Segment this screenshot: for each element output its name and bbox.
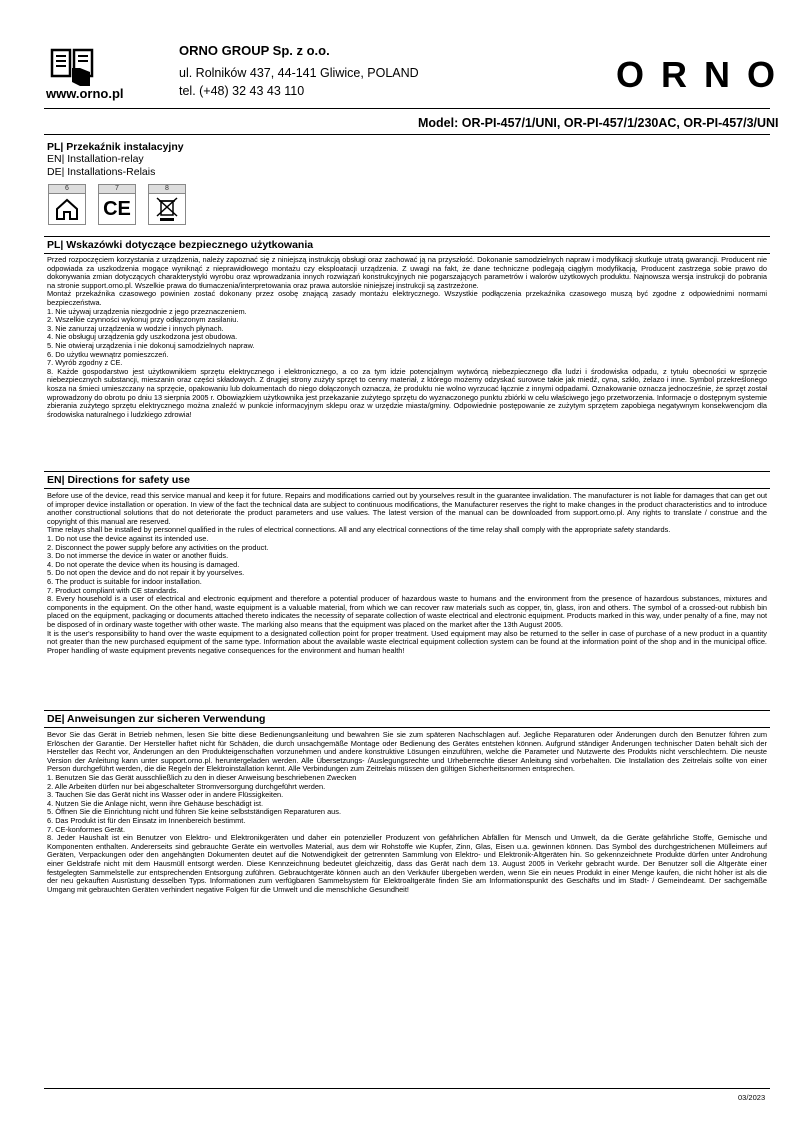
header-divider: [44, 108, 770, 109]
list-item: 1. Nie używaj urządzenia niezgodnie z jego przeznaczeniem.: [47, 306, 247, 316]
weee-bin-icon: [155, 196, 179, 222]
company-phone: tel. (+48) 32 43 43 110: [179, 84, 305, 98]
icon-cell-weee: [148, 184, 186, 225]
icon-number: 6: [48, 184, 86, 194]
list-item: 4. Nutzen Sie die Anlage nicht, wenn ihre Gehäuse beschädigt ist.: [47, 798, 264, 808]
footer-date: 03/2023: [738, 1093, 766, 1102]
company-address: ul. Rolników 437, 44-141 Gliwice, POLAND: [179, 66, 419, 80]
list-item: 7. Product compliant with CE standards.: [47, 585, 179, 595]
pl-top-divider: [44, 236, 770, 237]
paragraph: Montaż przekaźnika czasowego powinien zostać dokonany przez osobę znającą zasady montażu elektrycznego. Wszystkie podłączenia przekaźnika czasowego muszą być zgodne z odpowiednimi normami bezpieczeństwa.: [47, 289, 767, 307]
icon-number: 8: [148, 184, 186, 194]
list-item: 2. Wszelkie czynności wykonuj przy odłączonym zasilaniu.: [47, 315, 239, 325]
list-item: 2. Disconnect the power supply before any activities on the product.: [47, 542, 269, 552]
list-item: 8. Every household is a user of electrical and electronic equipment and therefore a potential producer of hazardous waste to humans and the environment from the presence of hazardous substances, mixtures and components in the equipment. On the other hand, waste equipment is a valuable material, from which we can recover raw materials such as copper, tin, glass, iron and others. The symbol of a crossed-out rubbish bin placed on the equipment, packaging or documents attached thereto indicates the necessity of separate collection of waste electrical and electronic equipment. Products marked in this way, under penalty of a fine, may not be disposed of in ordinary waste together with other waste. The marking also means that the equipment was placed on the market after the 13th August 2005.: [47, 594, 767, 629]
pl-divider: [44, 253, 770, 254]
section-body-en: [47, 492, 767, 655]
de-divider: [44, 727, 770, 728]
company-name: ORNO GROUP Sp. z o.o.: [179, 43, 330, 58]
icon-number: 7: [98, 184, 136, 194]
section-heading-pl: PL| Wskazówki dotyczące bezpiecznego użytkowania: [47, 239, 314, 251]
section-heading-de: DE| Anweisungen zur sicheren Verwendung: [47, 713, 266, 725]
list-item: 5. Nie otwieraj urządzenia i nie dokonuj samodzielnych napraw.: [47, 340, 255, 350]
de-top-divider: [44, 710, 770, 711]
list-item: 8. Każde gospodarstwo jest użytkownikiem sprzętu elektrycznego i elektronicznego, a co za tym idzie potencjalnym wytwórcą niebezpiecznego dla ludzi i środowiska odpadu, z tytułu obecności w sprzęcie niebezpiecznych substancji, mieszanin oraz części składowych. Z drugiej strony zużyty sprzęt to cenny materiał, z którego możemy odzyskać surowce takie jak miedź, cyna, szkło, żelazo i inne. Symbol przekreślonego kosza na śmieci umieszczany na sprzęcie, opakowaniu lub dokumentach do niego dołączonych oznacza, że produktu nie wolno wyrzucać łącznie z innymi odpadami. Oznakowanie oznacza jednocześnie, że sprzęt został wprowadzony do obrotu po dniu 13 sierpnia 2005 r. Obowiązkiem użytkownika jest przekazanie zużytego sprzętu do wyznaczonego punktu zbiórki w celu właściwego jego przetworzenia. Informacje o dostępnym systemie zbierania zużytego sprzętu elektrycznego można znaleźć w punkcie informacyjnym sklepu oraz w urzędzie miasta/gminy. Odpowiednie postępowanie ze zużytym sprzętem zapobiega negatywnym konsekwencjom dla środowiska naturalnego i ludzkiego zdrowia!: [47, 366, 767, 419]
en-top-divider: [44, 471, 770, 472]
list-item: 1. Do not use the device against its intended use.: [47, 533, 209, 543]
list-item: 2. Alle Arbeiten dürfen nur bei abgeschalteter Stromversorgung durchgeführt werden.: [47, 781, 326, 791]
manual-book-icon: [50, 46, 94, 86]
title-en: EN| Installation-relay: [47, 153, 144, 165]
list-item: 8. Jeder Haushalt ist ein Benutzer von Elektro- und Elektronikgeräten und daher ein potenzieller Produzent von gefährlichen Abfällen für Mensch und Umwelt, da die Geräte gefährliche Stoffe, Gemische und Komponenten enthalten. Andererseits sind gebrauchte Geräte ein wertvolles Material, aus dem wir Rohstoffe wie Kupfer, Zinn, Glas, Eisen u.a. gewinnen können. Das Symbol des durchgestrichenen Mülleimers auf Geräten, Verpackungen oder den angehängten Dokumenten deutet auf die Notwendigkeit der getrennten Sammlung von Elektro- und Elektronik-Altgeräten hin. So gekennzeichnete Produkte dürfen unter Androhung einer Geldstrafe nicht mit dem Hausmüll entsorgt werden. Diese Kennzeichnung bedeutet gleichzeitig, dass das Gerät nach dem 13. August 2005 in Verkehr gebracht wurde. Der Benutzer soll die Altgeräte einer festgelegten Sammelstelle zur entsprechenden Entsorgung zuführen. Gebrauchtgeräte können auch an den Verkäufer übergeben werden, wenn Sie ein neues Produkt in einer Menge kaufen, die nicht höher ist als die der neu gekauften Ausrüstung desselben Typs. Informationen zum verfügbaren Sammelsystem für Elektroaltgeräte finden Sie am Informationspunkt des Geschäfts und im Stadt- / Gemeindeamt. Der sachgemäße Umgang mit gebrauchten Geräten verhindert negative Folgen für die Umwelt und die menschliche Gesundheit!: [47, 833, 767, 894]
paragraph: Time relays shall be installed by personnel qualified in the rules of electrical connections. All and any electrical connections of the time relay shall comply with the appropriate safety standards.: [47, 525, 671, 535]
website-link[interactable]: www.orno.pl: [46, 86, 124, 101]
list-item: 3. Tauchen Sie das Gerät nicht ins Wasser oder in andere Flüssigkeiten.: [47, 790, 284, 800]
list-item: 4. Do not operate the device when its housing is damaged.: [47, 559, 240, 569]
title-de: DE| Installations-Relais: [47, 166, 156, 178]
list-item: 6. The product is suitable for indoor installation.: [47, 576, 202, 586]
model-number: Model: OR-PI-457/1/UNI, OR-PI-457/1/230AC, OR-PI-457/3/UNI: [418, 116, 779, 130]
list-item: 7. CE-konformes Gerät.: [47, 824, 126, 834]
model-divider: [44, 134, 770, 135]
list-item: 3. Do not immerse the device in water or another fluids.: [47, 551, 229, 561]
section-body-pl: [47, 256, 767, 419]
list-item: 6. Do użytku wewnątrz pomieszczeń.: [47, 349, 169, 359]
en-divider: [44, 488, 770, 489]
list-item: 5. Öffnen Sie die Einrichtung nicht und führen Sie keine selbstständigen Reparaturen aus.: [47, 807, 342, 817]
list-item: 6. Das Produkt ist für den Einsatz im Innenbereich bestimmt.: [47, 815, 246, 825]
paragraph: Przed rozpoczęciem korzystania z urządzenia, należy zapoznać się z niniejszą instrukcją obsługi oraz zachować ją na przyszłość. Dokonanie samodzielnych napraw i modyfikacji skutkuje utratą gwarancji. Producent nie odpowiada za uszkodzenia mogące wyniknąć z nieprawidłowego montażu czy eksploatacji urządzenia. Z uwagi na fakt, że dane techniczne podlegają ciągłym modyfikacją, Producent zastrzega sobie prawo do dokonywania zmian dotyczących charakterystyki wyrobu oraz wprowadzania innych rozwiązań konstrukcyjnych nie pogarszających parametrów i walorów użytkowych produktu. Najnowsza wersja instrukcji do pobrania na stronie support.orno.pl. Wszelkie prawa do tłumaczenia/interpretowania oraz prawa autorskie niniejszej instrukcji są zastrzeżone.: [47, 255, 767, 290]
indoor-use-icon: [54, 197, 80, 221]
list-item: 1. Benutzen Sie das Gerät ausschließlich zu den in dieser Anweisung beschriebenen Zwecken: [47, 772, 357, 782]
icon-cell-ce: [98, 184, 136, 225]
section-heading-en: EN| Directions for safety use: [47, 474, 190, 486]
brand-logo: ORNO: [616, 54, 792, 95]
paragraph: Before use of the device, read this service manual and keep it for future. Repairs and modifications carried out by yourselves result in the guarantee invalidation. The manufacturer is not liable for damages that can get out of improper device installation or operation. In view of the fact the technical data are subject to continuous modifications, the Manufacturer reserves the right to make changes in the product characteristics and to introduce another constructional solutions that do not deteriorate the product parameters and use values. The latest version of the manual can be downloaded from support.orno.pl. Any rights to translate / construe and the copyright of this manual are reserved.: [47, 491, 767, 526]
list-item: 4. Nie obsługuj urządzenia gdy uszkodzona jest obudowa.: [47, 332, 238, 342]
footer-divider: [44, 1088, 770, 1089]
list-item: 7. Wyrób zgodny z CE.: [47, 358, 123, 368]
paragraph: It is the user's responsibility to hand over the waste equipment to a designated collection point for proper treatment. Used equipment may also be returned to the seller in case of purchase of a new product in a quantity not greater than the new purchased equipment of the same type. Information about the available waste electrical equipment collection system can be found at the information point of the shop and in the municipal office. Proper handling of waste equipment prevents negative consequences for the environment and human health!: [47, 628, 767, 655]
list-item: 5. Do not open the device and do not repair it by yourselves.: [47, 568, 245, 578]
title-pl: PL| Przekaźnik instalacyjny: [47, 141, 184, 153]
paragraph: Bevor Sie das Gerät in Betrieb nehmen, lesen Sie bitte diese Bedienungsanleitung und bewahren Sie sie zum späteren Nachschlagen auf. Jegliche Reparaturen oder Änderungen durch den Benutzer führen zum Erlöschen der Garantie. Der Hersteller haftet nicht für Schäden, die durch unsachgemäße Montage oder Bedienung des Gerätes entstehen können. Aufgrund ständiger Änderungen technischer Daten behält sich der Hersteller das Recht vor, Änderungen an den Produkteigenschaften vorzunehmen und andere konstruktive Lösungen einzuführen, welche die Parameter und Nutzwerte des Produkts nicht verschlechtern. Die neuste Version der Anleitung kann unter support.orno.pl. heruntergeladen werden. Alle Übersetzungs- /Auslegungsrechte und Urheberrechte dieser Anleitung sind vorbehalten. Die Installation des Zeitrelais sollte von einer Person durchgeführt werden, die die Regeln der Elektroinstallation kennt. Alle Verbindungen zum Zeitrelais müssen den gültigen Sicherheitsnormen entsprechen.: [47, 730, 767, 774]
icon-cell-indoor: [48, 184, 86, 225]
section-body-de: [47, 731, 767, 894]
list-item: 3. Nie zanurzaj urządzenia w wodzie i innych płynach.: [47, 323, 224, 333]
ce-mark-icon: CE: [103, 197, 131, 220]
